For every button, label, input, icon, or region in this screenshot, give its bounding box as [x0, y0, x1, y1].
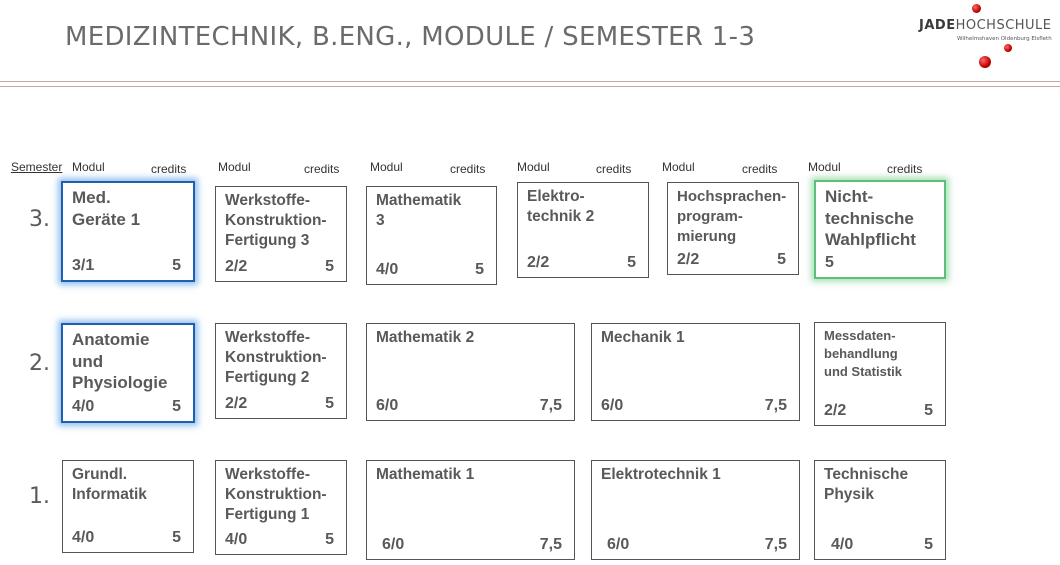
module-name: Werkstoffe- Konstruktion- Fertigung 2 [225, 329, 327, 386]
credits-header: credits [596, 162, 632, 176]
module-name: Werkstoffe- Konstruktion- Fertigung 1 [225, 466, 327, 523]
module-credits: 5 [825, 254, 834, 271]
module-name: Elektrotechnik 1 [601, 466, 721, 483]
page-title: MEDIZINTECHNIK, B.ENG., MODULE / SEMESTER 1-3 [65, 22, 756, 52]
module-card-wkf-1 [215, 460, 347, 555]
module-name: Elektro- technik 2 [527, 188, 595, 225]
module-header: Modul [517, 160, 550, 174]
module-card-med-geraete-1 [61, 181, 195, 282]
module-sws: 2/2 [225, 395, 248, 412]
module-name: Nicht- technische Wahlpflicht [825, 187, 916, 249]
module-sws: 6/0 [376, 397, 399, 414]
module-credits: 5 [627, 254, 636, 271]
module-card-elektrotechnik-1 [591, 460, 800, 560]
module-header: Modul [218, 160, 251, 174]
module-card-mechanik-1 [591, 323, 800, 421]
module-header: Modul [662, 160, 695, 174]
module-credits: 5 [325, 258, 334, 275]
module-name: Mathematik 3 [376, 192, 462, 229]
jade-hochschule-logo [917, 4, 1057, 74]
module-credits: 5 [172, 529, 181, 546]
module-name: Grundl. Informatik [72, 466, 147, 503]
module-card-anatomie-physiologie [61, 323, 195, 423]
module-sws: 2/2 [824, 402, 847, 419]
module-sws: 4/0 [831, 536, 854, 553]
module-credits: 5 [172, 257, 181, 274]
module-card-grundl-informatik [62, 460, 194, 553]
module-credits: 5 [172, 398, 181, 415]
semester-label: 2. [29, 351, 50, 376]
module-credits: 7,5 [539, 397, 562, 414]
module-name: Anatomie und Physiologie [72, 330, 168, 392]
credits-header: credits [304, 162, 340, 176]
module-sws: 2/2 [527, 254, 550, 271]
module-card-wkf-3 [215, 186, 347, 282]
module-credits: 7,5 [539, 536, 562, 553]
module-name: Mechanik 1 [601, 329, 685, 346]
header-divider [0, 81, 1060, 82]
module-card-elektrotechnik-2 [517, 182, 649, 278]
module-sws: 6/0 [601, 397, 624, 414]
module-sws: 6/0 [607, 536, 630, 553]
module-card-hochsprachenprogrammierung [667, 182, 799, 275]
module-credits: 5 [777, 251, 786, 268]
module-credits: 5 [924, 536, 933, 553]
module-header: Modul [72, 160, 105, 174]
module-card-messdatenbehandlung-statistik [814, 322, 946, 426]
module-sws: 4/0 [225, 531, 248, 548]
logo-wordmark: JADEHOCHSCHULE [919, 18, 1052, 33]
logo-dot-icon [972, 4, 981, 13]
module-name: Hochsprachen- program- mierung [677, 188, 787, 245]
module-sws: 6/0 [382, 536, 405, 553]
module-header: Modul [370, 160, 403, 174]
module-sws: 2/2 [225, 258, 248, 275]
module-sws: 4/0 [72, 398, 95, 415]
module-card-wkf-2 [215, 323, 347, 419]
module-credits: 5 [325, 531, 334, 548]
module-credits: 5 [325, 395, 334, 412]
logo-subtitle: Wilhelmshaven Oldenburg Elsfleth [957, 36, 1052, 42]
module-credits: 5 [924, 402, 933, 419]
module-card-mathematik-1 [366, 460, 575, 560]
module-name: Messdaten- behandlung und Statistik [824, 328, 903, 379]
module-card-mathematik-3 [366, 186, 497, 285]
module-name: Mathematik 1 [376, 466, 475, 483]
semester-label: 3. [29, 207, 50, 232]
credits-header: credits [887, 162, 923, 176]
module-sws: 4/0 [72, 529, 95, 546]
credits-header: credits [742, 162, 778, 176]
module-name: Med. Geräte 1 [72, 188, 141, 229]
module-card-technische-physik [814, 460, 946, 560]
semester-label: 1. [29, 484, 50, 509]
module-sws: 3/1 [72, 257, 95, 274]
module-sws: 2/2 [677, 251, 700, 268]
module-name: Mathematik 2 [376, 329, 475, 346]
credits-header: credits [151, 162, 187, 176]
logo-dot-icon [979, 56, 991, 68]
module-card-mathematik-2 [366, 323, 575, 421]
module-name: Werkstoffe- Konstruktion- Fertigung 3 [225, 192, 327, 249]
semester-header: Semester [11, 160, 63, 174]
logo-dot-icon [1004, 44, 1012, 52]
module-name: Technische Physik [824, 466, 909, 503]
module-credits: 7,5 [764, 536, 787, 553]
module-header: Modul [808, 160, 841, 174]
module-sws: 4/0 [376, 261, 399, 278]
credits-header: credits [450, 162, 486, 176]
module-credits: 5 [475, 261, 484, 278]
header-divider [0, 86, 1060, 87]
module-card-nichttechnische-wahlpflicht [814, 180, 946, 279]
module-credits: 7,5 [764, 397, 787, 414]
